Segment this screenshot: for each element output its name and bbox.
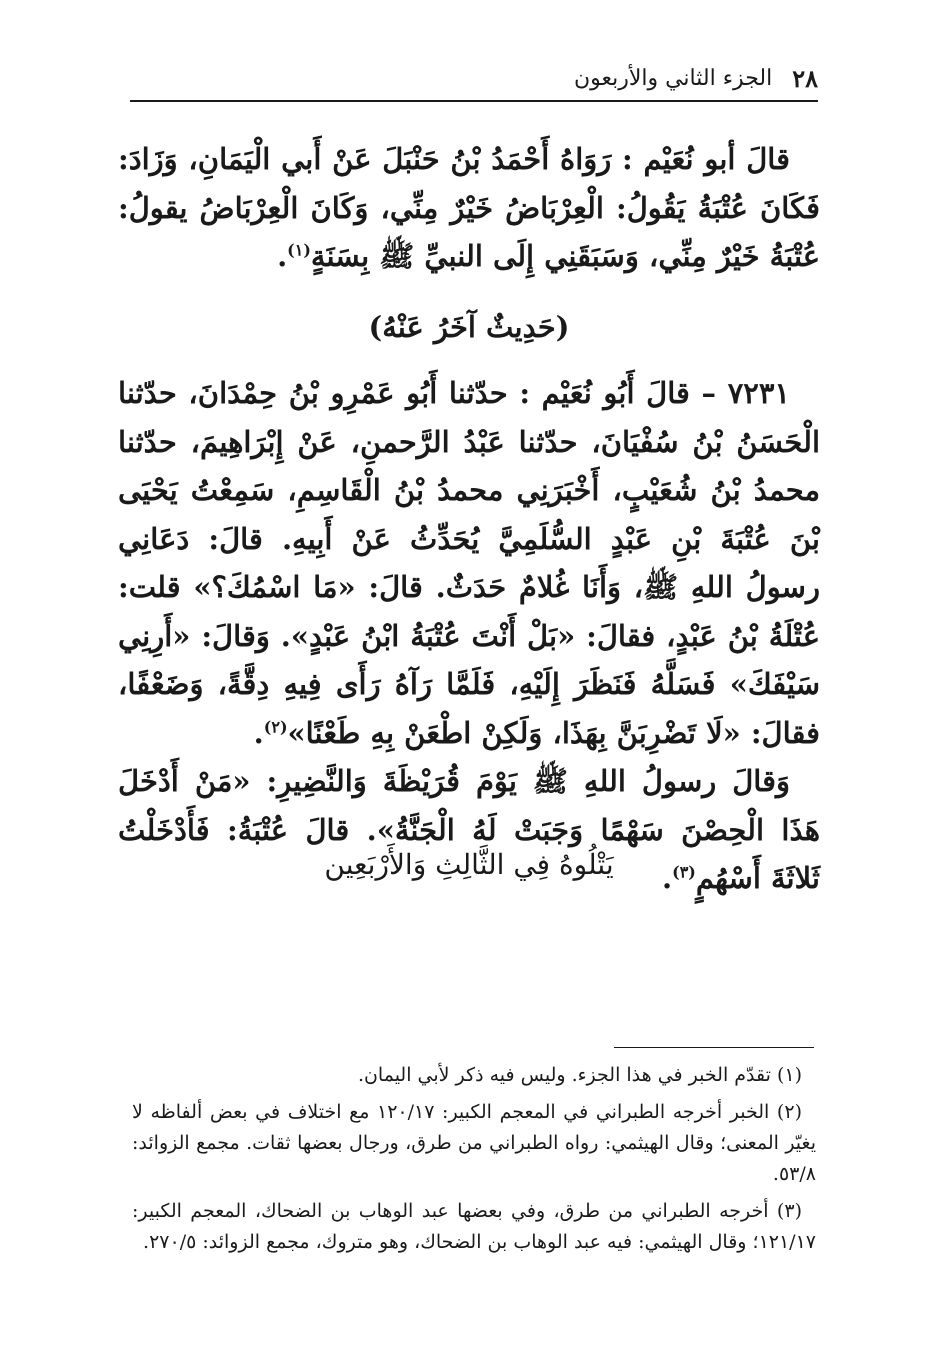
footnotes — [132, 1060, 816, 1264]
footnote-ref-1: (١) — [287, 240, 311, 260]
footnote-3: (٣) أخرجه الطبراني من طرق، وفي بعضها عبد الوهاب بن الضحاك، المعجم الكبير: ١٢١/١٧؛ وقال الهيثمي: فيه عبد الوهاب بن الضحاك، وهو متروك، مجمع الزوائد: ٢٧٠/٥. — [132, 1200, 816, 1253]
page-header — [130, 60, 818, 96]
hadith-number: ٧٢٣١ — [727, 376, 790, 410]
paragraph-1-text: قالَ أبو نُعَيْم : رَوَاهُ أَحْمَدُ بْنُ حَنْبَلَ عَنْ أَبي الْيَمَانِ، وَزَادَ: فَكَانَ عُتْبَةُ يَقُولُ: الْعِرْبَاضُ خَيْرٌ مِنِّي، وَكَانَ الْعِرْبَاضُ يقولُ: عُتْبَةُ خَيْرٌ مِنِّي، وَسَبَقَنِي إِلَى النبيِّ ﷺ بِسَنَةٍ — [118, 142, 820, 273]
footnote-2: (٢) الخبر أخرجه الطبراني في المعجم الكبير: ١٢٠/١٧ مع اختلاف في بعض ألفاظه لا يغيّر المعنى؛ وقال الهيثمي: رواه الطبراني من طرق، ورجال بعضها ثقات. مجمع الزوائد: ٥٣/٨. — [132, 1101, 816, 1185]
footnote-ref-2: (٢) — [263, 716, 288, 736]
main-text — [118, 135, 820, 903]
running-title: الجزء الثاني والأربعون — [573, 65, 773, 91]
footnote-1: (١) تقدّم الخبر في هذا الجزء. وليس فيه ذكر لأبي اليمان. — [357, 1064, 802, 1086]
paragraph-2 — [118, 369, 820, 757]
paragraph-3-end: . — [662, 861, 673, 895]
paragraph-2-text: – قالَ أَبُو نُعَيْم : حدّثنا أَبُو عَمْرِو بْنُ حِمْدَانَ، حدّثنا الْحَسَنُ بْنُ سُفْيَانَ، حدّثنا عَبْدُ الرَّحمنِ، عَنْ إِبْرَاهِيمَ، حدّثنا محمدُ بْنُ شُعَيْبٍ، أَخْبَرَنِي محمدُ بْنُ الْقَاسِمِ، سَمِعْتُ يَحْيَى بْنَ عُتْبَةَ بْنِ عَبْدٍ السُّلَمِيَّ يُحَدِّثُ عَنْ أَبِيهِ. قالَ: دَعَانِي رسولُ اللهِ ﷺ، وَأَنَا غُلامٌ حَدَثٌ. قالَ: «مَا اسْمُكَ؟» قلت: عُتْلَةُ بْنُ عَبْدٍ، فقالَ: «بَلْ أَنْتَ عُتْبَةُ ابْنُ عَبْدٍ». وَقالَ: «أَرِنِي سَيْفَكَ» فَسَلَّهُ فَنَظَرَ إِلَيْهِ، فَلَمَّا رَآهُ رَأَى فِيهِ دِقَّةً، وَضَعْفًا، فقالَ: «لَا تَضْرِبَنَّ بِهَذَا، وَلَكِنْ اطْعَنْ بِهِ طَعْنًا» — [118, 376, 820, 750]
section-heading: (حَدِيثٌ آخَرُ عَنْهُ) — [368, 309, 570, 344]
paragraph-1-end: . — [277, 239, 288, 273]
page-number: ٢٨ — [792, 63, 818, 93]
header-rule — [130, 100, 818, 102]
footnote-ref-3: (٣) — [672, 862, 696, 882]
paragraph-3-text: وَقالَ رسولُ اللهِ ﷺ يَوْمَ قُرَيْظَةَ وَالنَّضِيرِ: «مَنْ أَدْخَلَ هَذَا الْحِصْنَ سَهْمًا وَجَبَتْ لَهُ الْجَنَّةُ». قالَ عُتْبَةُ: فَأَدْخَلْتُ ثَلاثَةَ أَسْهُمٍ — [118, 764, 820, 895]
footnote-rule — [614, 1047, 814, 1048]
paragraph-2-end: . — [253, 715, 264, 750]
paragraph-1 — [118, 135, 820, 281]
closing-line: يَتْلُوهُ فِي الثَّالِثِ وَالأَرْبَعِين — [324, 848, 614, 881]
